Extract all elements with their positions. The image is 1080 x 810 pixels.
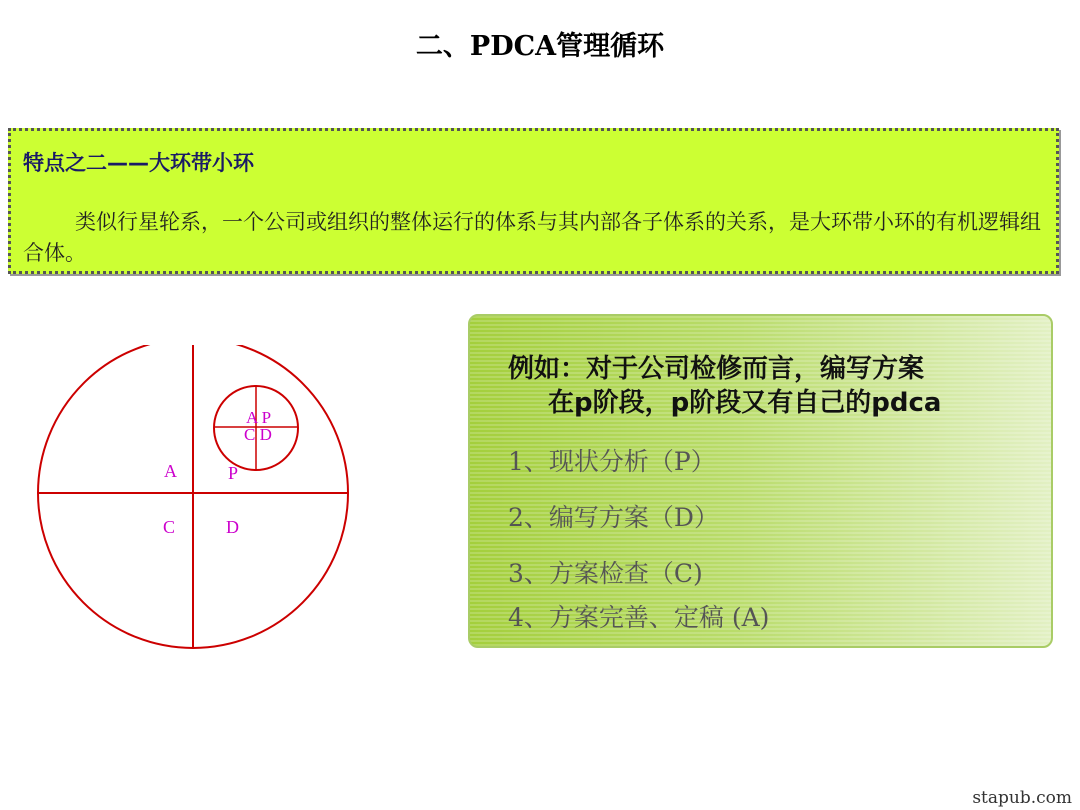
step-item: 4、方案完善、定稿 (A) (508, 603, 770, 632)
small-label-cd: C D (244, 425, 272, 444)
example-heading-line2: 在p阶段，p阶段又有自己的pdca (548, 388, 942, 418)
feature-heading: 特点之二——大环带小环 (23, 151, 254, 175)
small-label-ap: A P (246, 408, 272, 427)
label-a: A (164, 461, 177, 481)
pdca-diagram (30, 345, 360, 655)
step-item: 1、现状分析（P） (508, 447, 716, 476)
watermark: stapub.com (972, 788, 1072, 808)
step-item: 2、编写方案（D） (508, 503, 719, 532)
example-heading (508, 352, 1038, 420)
step-item: 3、方案检查（C) (508, 559, 703, 588)
label-p: P (228, 463, 239, 483)
label-d: D (226, 517, 239, 537)
label-c: C (163, 517, 176, 537)
feature-text: 类似行星轮系，一个公司或组织的整体运行的体系与其内部各子体系的关系，是大环带小环的有机逻辑组合体。 (23, 210, 1041, 265)
example-box (468, 314, 1053, 648)
example-heading-line1: 例如：对于公司检修而言，编写方案 (508, 354, 925, 384)
feature-box (8, 128, 1059, 274)
page-title: 二、PDCA管理循环 (415, 31, 665, 62)
